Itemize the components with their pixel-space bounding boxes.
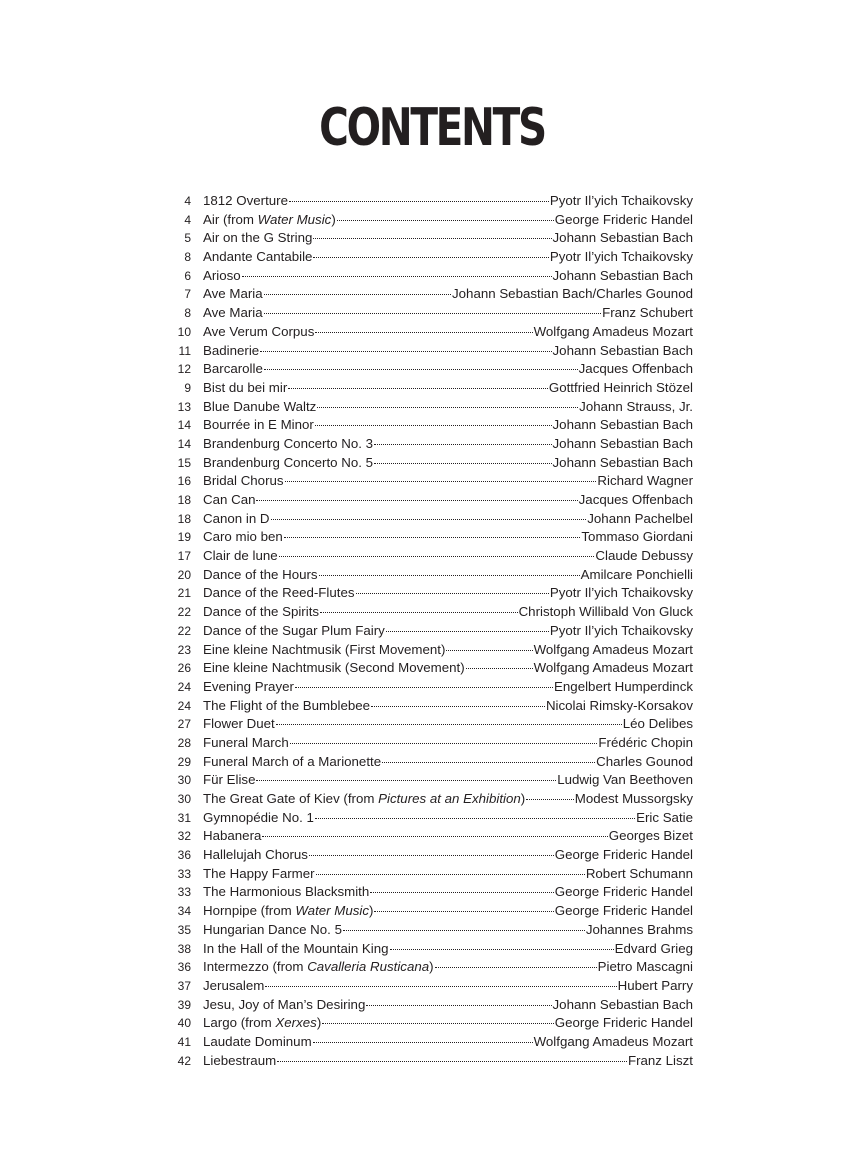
page-number: 24 [177, 698, 191, 713]
dot-leader [374, 440, 552, 445]
dot-leader [288, 384, 548, 389]
page-number: 18 [177, 493, 191, 507]
piece-title-text: Air (from [203, 211, 258, 227]
toc-entry[interactable] [165, 360, 693, 379]
piece-title-text: Liebestraum [203, 1052, 277, 1068]
dot-leader [316, 870, 585, 875]
piece-title-suffix: ) [369, 903, 374, 919]
piece-title [203, 229, 312, 248]
composer-name: Pietro Mascagni [597, 959, 693, 975]
piece-title-text: Arioso [203, 267, 241, 283]
page-number: 20 [177, 567, 191, 582]
contents-list [165, 192, 693, 1070]
toc-entry[interactable] [165, 584, 693, 603]
page-number: 39 [177, 997, 191, 1012]
toc-entry[interactable] [165, 715, 693, 734]
piece-title [203, 435, 373, 454]
piece-title-suffix: ) [520, 791, 526, 806]
piece-title [203, 734, 289, 753]
page-number: 29 [177, 754, 191, 769]
piece-title-text: Jerusalem [203, 977, 265, 993]
dot-leader [446, 646, 532, 651]
piece-title-text: Habanera [203, 828, 262, 844]
piece-title-text: Air on the G String [203, 230, 313, 246]
dot-leader [284, 533, 581, 538]
piece-title-text: Bourrée in E Minor [203, 417, 314, 433]
page-number: 30 [177, 792, 191, 806]
composer-name: Modest Mussorgsky [574, 791, 693, 806]
piece-title-text: Canon in D [203, 510, 270, 526]
dot-leader [313, 234, 551, 239]
toc-entry[interactable] [165, 304, 693, 323]
composer-name: Wolfgang Amadeus Mozart [533, 1033, 693, 1049]
dot-leader [256, 496, 577, 501]
piece-title-text: Intermezzo (from [203, 959, 308, 975]
piece-title [203, 753, 381, 772]
toc-entry[interactable] [165, 267, 693, 286]
piece-title-text: Dance of the Spirits [203, 604, 320, 620]
toc-entry[interactable] [165, 435, 693, 454]
page-number: 22 [177, 623, 191, 638]
piece-title [203, 902, 373, 921]
piece-title [203, 304, 263, 323]
piece-title [203, 360, 263, 379]
page-number: 31 [177, 810, 191, 825]
dot-leader [260, 347, 551, 352]
piece-title [203, 921, 342, 940]
piece-title-text: Ave Maria [203, 305, 263, 321]
toc-entry[interactable] [165, 996, 693, 1015]
page-number: 18 [177, 511, 191, 526]
toc-entry[interactable] [165, 902, 693, 921]
piece-title-text: Ave Verum Corpus [203, 323, 315, 339]
toc-entry[interactable] [165, 472, 693, 491]
page-number: 19 [177, 530, 191, 545]
dot-leader [309, 851, 554, 856]
dot-leader [466, 664, 533, 669]
dot-leader [277, 1057, 627, 1062]
composer-name: Jacques Offenbach [578, 361, 693, 377]
piece-title-text: Badinerie [203, 342, 260, 358]
piece-title [203, 491, 255, 510]
composer-name: Charles Gounod [596, 753, 693, 769]
composer-name: Wolfgang Amadeus Mozart [533, 641, 693, 657]
dot-leader [276, 720, 622, 725]
piece-title [203, 584, 355, 603]
page-number: 35 [177, 922, 191, 937]
piece-title-text: Evening Prayer [203, 678, 294, 694]
piece-title-text: Hungarian Dance No. 5 [203, 921, 342, 937]
piece-title [203, 715, 275, 734]
page-number: 42 [177, 1053, 191, 1068]
dot-leader [315, 814, 635, 819]
composer-name: Tommaso Giordani [581, 529, 693, 545]
dot-leader [390, 945, 614, 950]
piece-title-text: Dance of the Reed-Flutes [203, 585, 355, 601]
dot-leader [256, 776, 556, 781]
piece-title-italic: Xerxes [275, 1015, 317, 1031]
dot-leader [371, 702, 545, 707]
dot-leader [374, 907, 553, 912]
piece-title [203, 510, 270, 529]
page-number: 38 [177, 941, 191, 956]
piece-title [203, 547, 278, 566]
composer-name: Johann Sebastian Bach [552, 417, 693, 433]
toc-entry[interactable] [165, 229, 693, 248]
composer-name: Christoph Willibald Von Gluck [518, 604, 693, 620]
page-number: 12 [177, 362, 191, 377]
dot-leader [313, 253, 548, 258]
dot-leader [366, 1001, 551, 1006]
page-number: 37 [177, 978, 191, 993]
toc-entry[interactable] [165, 790, 693, 809]
piece-title [203, 977, 264, 996]
page-number: 23 [177, 642, 191, 657]
composer-name: Johann Sebastian Bach [552, 230, 693, 246]
piece-title [203, 771, 255, 790]
piece-title [203, 996, 365, 1015]
dot-leader [322, 1019, 554, 1024]
piece-title-text: Brandenburg Concerto No. 3 [203, 435, 374, 451]
piece-title [203, 528, 283, 547]
composer-name: Johann Sebastian Bach [552, 342, 693, 358]
piece-title-text: Can Can [203, 492, 256, 507]
composer-name: Georges Bizet [608, 828, 693, 844]
piece-title [203, 883, 369, 902]
page-number: 8 [184, 250, 191, 265]
piece-title [203, 454, 373, 473]
dot-leader [337, 216, 554, 221]
composer-name: Wolfgang Amadeus Mozart [533, 323, 693, 339]
piece-title-text: Hallelujah Chorus [203, 847, 308, 863]
piece-title-italic: Cavalleria Rusticana [307, 959, 430, 975]
toc-entry[interactable] [165, 248, 693, 267]
piece-title-text: Funeral March of a Marionette [203, 753, 382, 769]
piece-title-suffix: ) [429, 959, 434, 975]
piece-title-text: The Flight of the Bumblebee [203, 697, 371, 713]
piece-title [203, 566, 318, 585]
piece-title [203, 1052, 276, 1071]
composer-name: George Frideric Handel [554, 211, 693, 227]
composer-name: Johann Sebastian Bach [552, 267, 693, 283]
dot-leader [435, 963, 597, 968]
toc-entry[interactable] [165, 827, 693, 846]
page-number: 28 [177, 735, 191, 750]
page-number: 14 [177, 418, 191, 433]
dot-leader [370, 888, 554, 893]
piece-title [203, 342, 259, 361]
composer-name: Pyotr Il’yich Tchaikovsky [549, 193, 693, 208]
composer-name: Franz Schubert [602, 305, 693, 321]
page-number: 40 [177, 1016, 191, 1031]
composer-name: Edvard Grieg [614, 940, 693, 956]
toc-entry[interactable] [165, 211, 693, 230]
composer-name: George Frideric Handel [554, 903, 693, 919]
dot-leader [264, 365, 578, 370]
page-number: 27 [177, 717, 191, 732]
piece-title-italic: Water Music [257, 211, 332, 227]
piece-title [203, 678, 294, 697]
composer-name: Johann Sebastian Bach [552, 996, 693, 1012]
dot-leader [290, 739, 598, 744]
composer-name: Jacques Offenbach [578, 492, 693, 507]
toc-entry[interactable] [165, 510, 693, 529]
composer-name: Nicolai Rimsky-Korsakov [545, 697, 693, 713]
composer-name: Johann Sebastian Bach/Charles Gounod [452, 286, 693, 302]
composer-name: George Frideric Handel [554, 884, 693, 900]
toc-entry[interactable] [165, 940, 693, 959]
toc-entry[interactable] [165, 846, 693, 865]
composer-name: Robert Schumann [585, 865, 693, 881]
dot-leader [386, 627, 549, 632]
page-number: 14 [177, 436, 191, 451]
piece-title [203, 379, 287, 398]
page-number: 6 [184, 268, 191, 283]
piece-title [203, 958, 434, 977]
page-number: 32 [177, 829, 191, 844]
composer-name: Johann Pachelbel [587, 510, 693, 526]
toc-entry[interactable] [165, 753, 693, 772]
piece-title [203, 472, 284, 491]
composer-name: Pyotr Il’yich Tchaikovsky [549, 249, 693, 265]
composer-name: Claude Debussy [595, 548, 693, 564]
page-number: 16 [177, 474, 191, 489]
composer-name: Johann Strauss, Jr. [579, 398, 693, 414]
piece-title [203, 192, 288, 211]
dot-leader [295, 683, 553, 688]
page-number: 36 [177, 960, 191, 975]
toc-entry[interactable] [165, 809, 693, 828]
page-number: 36 [177, 848, 191, 863]
toc-entry[interactable] [165, 285, 693, 304]
toc-entry[interactable] [165, 678, 693, 697]
toc-entry[interactable] [165, 547, 693, 566]
piece-title [203, 809, 314, 828]
toc-entry[interactable] [165, 734, 693, 753]
page-number: 4 [184, 212, 191, 227]
toc-entry[interactable] [165, 697, 693, 716]
toc-entry[interactable] [165, 342, 693, 361]
piece-title-italic: Water Music [295, 903, 370, 919]
toc-entry[interactable] [165, 659, 693, 678]
piece-title [203, 416, 314, 435]
toc-entry[interactable] [165, 454, 693, 473]
piece-title-text: Jesu, Joy of Man’s Desiring [203, 996, 366, 1012]
composer-name: Frédéric Chopin [598, 734, 693, 750]
composer-name: Richard Wagner [597, 473, 693, 489]
toc-entry[interactable] [165, 1033, 693, 1052]
composer-name: Johann Sebastian Bach [552, 435, 693, 451]
piece-title [203, 1033, 312, 1052]
composer-name: Franz Liszt [627, 1052, 693, 1068]
page-number: 24 [177, 679, 191, 694]
page-number: 33 [177, 885, 191, 900]
dot-leader [317, 403, 578, 408]
toc-entry[interactable] [165, 622, 693, 641]
piece-title-text: Hornpipe (from [203, 903, 296, 919]
page-number: 22 [177, 605, 191, 620]
composer-name: George Frideric Handel [554, 1015, 693, 1031]
piece-title-text: The Happy Farmer [203, 865, 315, 881]
toc-entry[interactable] [165, 921, 693, 940]
page-number: 5 [184, 231, 191, 246]
piece-title-italic: Pictures at an Exhibition [378, 791, 521, 806]
composer-name: Gottfried Heinrich Stözel [548, 379, 693, 395]
toc-entry[interactable] [165, 566, 693, 585]
composer-name: Pyotr Il’yich Tchaikovsky [549, 622, 693, 638]
dot-leader [356, 589, 549, 594]
piece-title-text: Gymnopédie No. 1 [203, 809, 314, 825]
dot-leader [271, 515, 587, 520]
piece-title [203, 641, 445, 660]
page-number: 11 [178, 343, 191, 358]
page-number: 30 [177, 773, 191, 788]
piece-title-text: 1812 Overture [203, 193, 289, 208]
piece-title [203, 248, 312, 267]
toc-entry[interactable] [165, 379, 693, 398]
piece-title-text: Eine kleine Nachtmusik (First Movement) [203, 641, 446, 657]
piece-title-suffix: ) [331, 211, 336, 227]
piece-title [203, 603, 319, 622]
toc-entry[interactable] [165, 1052, 693, 1071]
page-number: 26 [177, 661, 191, 676]
piece-title-text: Bridal Chorus [203, 473, 284, 489]
piece-title [203, 323, 314, 342]
composer-name: George Frideric Handel [554, 847, 693, 863]
dot-leader [262, 832, 607, 837]
toc-entry[interactable] [165, 603, 693, 622]
piece-title-text: Funeral March [203, 734, 289, 750]
composer-name: Johannes Brahms [585, 921, 693, 937]
toc-entry[interactable] [165, 323, 693, 342]
composer-name: Eric Satie [636, 809, 693, 825]
page-number: 33 [177, 866, 191, 881]
composer-name: Hubert Parry [617, 977, 693, 993]
composer-name: Ludwig Van Beethoven [557, 772, 693, 788]
page-title: CONTENTS [319, 98, 545, 158]
dot-leader [315, 421, 552, 426]
piece-title-text: Dance of the Hours [203, 566, 318, 582]
piece-title-text: The Harmonious Blacksmith [203, 884, 370, 900]
piece-title [203, 697, 370, 716]
toc-entry[interactable] [165, 883, 693, 902]
piece-title-text: Laudate Dominum [203, 1033, 312, 1049]
page-number: 15 [177, 455, 191, 470]
composer-name: Amilcare Ponchielli [580, 566, 693, 582]
piece-title [203, 1014, 321, 1033]
dot-leader [319, 571, 580, 576]
piece-title-suffix: ) [316, 1015, 322, 1031]
dot-leader [315, 328, 532, 333]
page-number: 21 [177, 586, 191, 601]
dot-leader [374, 459, 552, 464]
piece-title-text: Andante Cantabile [203, 249, 313, 265]
piece-title-text: Ave Maria [203, 286, 263, 302]
piece-title-text: Flower Duet [203, 716, 275, 732]
piece-title [203, 846, 308, 865]
piece-title-text: Eine kleine Nachtmusik (Second Movement) [203, 660, 465, 676]
piece-title [203, 865, 315, 884]
toc-entry[interactable] [165, 977, 693, 996]
dot-leader [289, 197, 549, 202]
piece-title-text: Bist du bei mir [203, 379, 288, 395]
page-number: 4 [184, 194, 191, 208]
dot-leader [382, 758, 595, 763]
piece-title [203, 659, 465, 678]
piece-title-text: Caro mio ben [203, 529, 283, 545]
page-number: 13 [177, 399, 191, 414]
piece-title [203, 267, 241, 286]
dot-leader [526, 795, 574, 800]
piece-title [203, 827, 261, 846]
piece-title-text: Blue Danube Waltz [203, 398, 317, 414]
piece-title-text: Clair de lune [203, 548, 278, 564]
toc-entry[interactable] [165, 1014, 693, 1033]
dot-leader [265, 982, 616, 987]
toc-entry[interactable] [165, 398, 693, 417]
piece-title-text: In the Hall of the Mountain King [203, 940, 389, 956]
dot-leader [264, 290, 451, 295]
piece-title [203, 285, 263, 304]
composer-name: Johann Sebastian Bach [552, 454, 693, 470]
dot-leader [320, 608, 518, 613]
dot-leader [242, 272, 552, 277]
piece-title-text: Dance of the Sugar Plum Fairy [203, 622, 385, 638]
dot-leader [313, 1038, 533, 1043]
page-number: 41 [177, 1034, 191, 1049]
dot-leader [279, 552, 595, 557]
toc-entry[interactable] [165, 528, 693, 547]
page-number: 9 [184, 380, 191, 395]
toc-entry[interactable] [165, 865, 693, 884]
page-number: 17 [177, 549, 191, 564]
page-number: 8 [184, 306, 191, 321]
toc-entry[interactable] [165, 771, 693, 790]
composer-name: Léo Delibes [622, 716, 693, 732]
toc-entry[interactable] [165, 958, 693, 977]
piece-title-text: Brandenburg Concerto No. 5 [203, 454, 374, 470]
composer-name: Wolfgang Amadeus Mozart [533, 660, 693, 676]
page-number: 7 [184, 287, 191, 302]
toc-entry[interactable] [165, 491, 693, 510]
piece-title-text: Barcarolle [203, 361, 263, 377]
page-number: 10 [177, 324, 191, 339]
toc-entry[interactable] [165, 416, 693, 435]
toc-entry[interactable] [165, 641, 693, 660]
piece-title [203, 622, 385, 641]
composer-name: Pyotr Il’yich Tchaikovsky [549, 585, 693, 601]
piece-title-text: The Great Gate of Kiev (from [203, 791, 379, 806]
dot-leader [343, 926, 585, 931]
dot-leader [285, 477, 597, 482]
piece-title [203, 790, 525, 809]
dot-leader [264, 309, 601, 314]
piece-title [203, 398, 316, 417]
piece-title [203, 211, 336, 230]
page-number: 34 [177, 904, 191, 919]
piece-title [203, 940, 389, 959]
composer-name: Engelbert Humperdinck [554, 678, 693, 694]
piece-title-text: Für Elise [203, 772, 256, 788]
piece-title-text: Largo (from [203, 1015, 276, 1031]
toc-entry[interactable] [165, 192, 693, 211]
